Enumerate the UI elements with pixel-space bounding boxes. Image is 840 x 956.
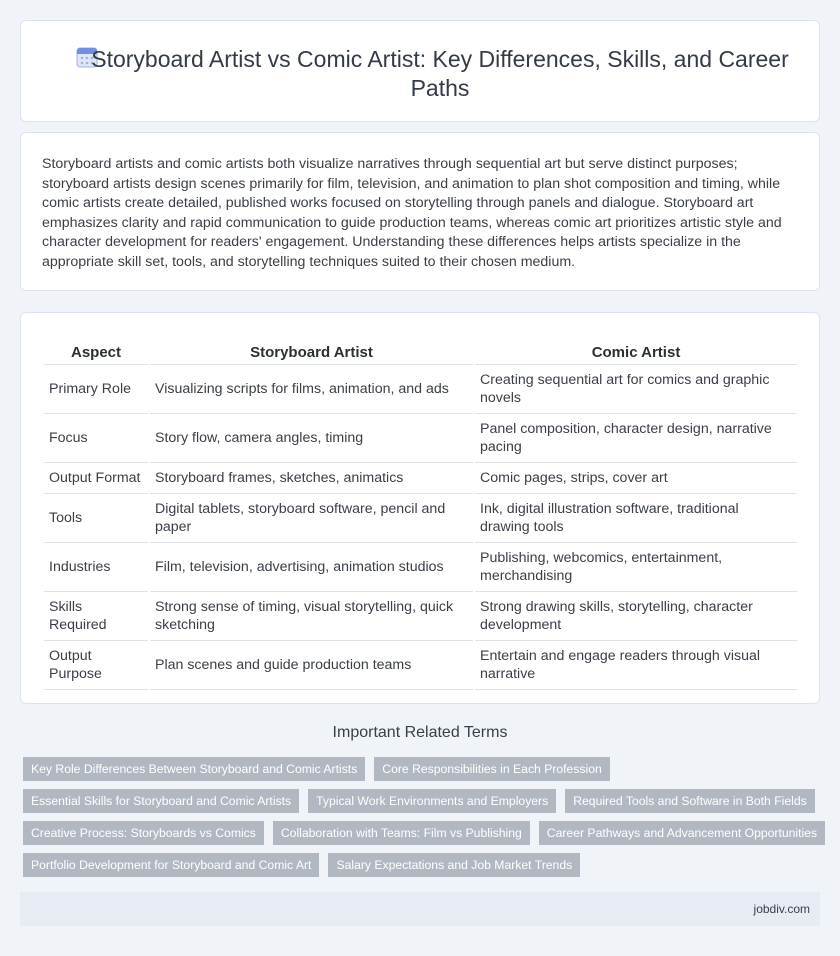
cell-comic: Comic pages, strips, cover art <box>475 463 797 494</box>
related-terms-tags <box>23 757 823 885</box>
page-title: Storyboard Artist vs Comic Artist: Key Differences, Skills, and Career Paths <box>91 46 789 101</box>
cell-storyboard: Plan scenes and guide production teams <box>150 641 473 690</box>
tag-row <box>23 853 823 877</box>
cell-aspect: Output Purpose <box>44 641 148 690</box>
related-term-tag[interactable]: Collaboration with Teams: Film vs Publishing <box>273 821 530 845</box>
cell-storyboard: Storyboard frames, sketches, animatics <box>150 463 473 494</box>
cell-comic: Strong drawing skills, storytelling, character development <box>475 592 797 641</box>
tag-row <box>23 757 823 781</box>
header-card <box>20 20 820 122</box>
tag-row <box>23 821 823 845</box>
cell-comic: Creating sequential art for comics and graphic novels <box>475 365 797 414</box>
table-row <box>44 494 797 543</box>
cell-aspect: Primary Role <box>44 365 148 414</box>
table-row <box>44 592 797 641</box>
cell-aspect: Skills Required <box>44 592 148 641</box>
related-term-tag[interactable]: Creative Process: Storyboards vs Comics <box>23 821 264 845</box>
related-terms-title: Important Related Terms <box>332 724 508 741</box>
related-term-tag[interactable]: Required Tools and Software in Both Fields <box>565 789 815 813</box>
related-term-tag[interactable]: Career Pathways and Advancement Opportunities <box>539 821 825 845</box>
cell-storyboard: Visualizing scripts for films, animation, and ads <box>150 365 473 414</box>
cell-aspect: Focus <box>44 414 148 463</box>
cell-comic: Panel composition, character design, narrative pacing <box>475 414 797 463</box>
footer <box>20 892 820 926</box>
comparison-table-card <box>20 312 820 704</box>
cell-aspect: Output Format <box>44 463 148 494</box>
table-row <box>44 641 797 690</box>
cell-comic: Ink, digital illustration software, traditional drawing tools <box>475 494 797 543</box>
intro-card <box>20 132 820 291</box>
table-row <box>44 463 797 494</box>
related-term-tag[interactable]: Typical Work Environments and Employers <box>308 789 556 813</box>
header-comic-artist: Comic Artist <box>475 333 797 365</box>
header-aspect: Aspect <box>44 333 148 365</box>
table-row <box>44 365 797 414</box>
related-term-tag[interactable]: Salary Expectations and Job Market Trends <box>328 853 580 877</box>
comparison-table <box>42 333 799 690</box>
cell-comic: Publishing, webcomics, entertainment, merchandising <box>475 543 797 592</box>
intro-paragraph: Storyboard artists and comic artists both visualize narratives through sequential art but serve distinct purposes; storyboard artists design scenes primarily for film, television, and animation to plan shot composition and timing, while comic artists create detailed, published works focused on storytelling through panels and dialogue. Storyboard art emphasizes clarity and rapid communication to guide production teams, whereas comic art prioritizes artistic style and character development for readers' engagement. Understanding these differences helps artists specialize in the appropriate skill set, tools, and storytelling techniques suited to their chosen medium. <box>42 156 782 270</box>
related-term-tag[interactable]: Essential Skills for Storyboard and Comic Artists <box>23 789 299 813</box>
cell-storyboard: Digital tablets, storyboard software, pencil and paper <box>150 494 473 543</box>
cell-storyboard: Film, television, advertising, animation studios <box>150 543 473 592</box>
related-term-tag[interactable]: Key Role Differences Between Storyboard and Comic Artists <box>23 757 365 781</box>
tag-row <box>23 789 823 813</box>
footer-site-link[interactable]: jobdiv.com <box>753 902 810 916</box>
related-term-tag[interactable]: Core Responsibilities in Each Profession <box>374 757 609 781</box>
table-row <box>44 543 797 592</box>
cell-comic: Entertain and engage readers through visual narrative <box>475 641 797 690</box>
cell-storyboard: Story flow, camera angles, timing <box>150 414 473 463</box>
table-row <box>44 414 797 463</box>
table-header-row <box>44 333 797 365</box>
cell-aspect: Tools <box>44 494 148 543</box>
cell-aspect: Industries <box>44 543 148 592</box>
related-term-tag[interactable]: Portfolio Development for Storyboard and Comic Art <box>23 853 319 877</box>
header-storyboard-artist: Storyboard Artist <box>150 333 473 365</box>
cell-storyboard: Strong sense of timing, visual storytelling, quick sketching <box>150 592 473 641</box>
